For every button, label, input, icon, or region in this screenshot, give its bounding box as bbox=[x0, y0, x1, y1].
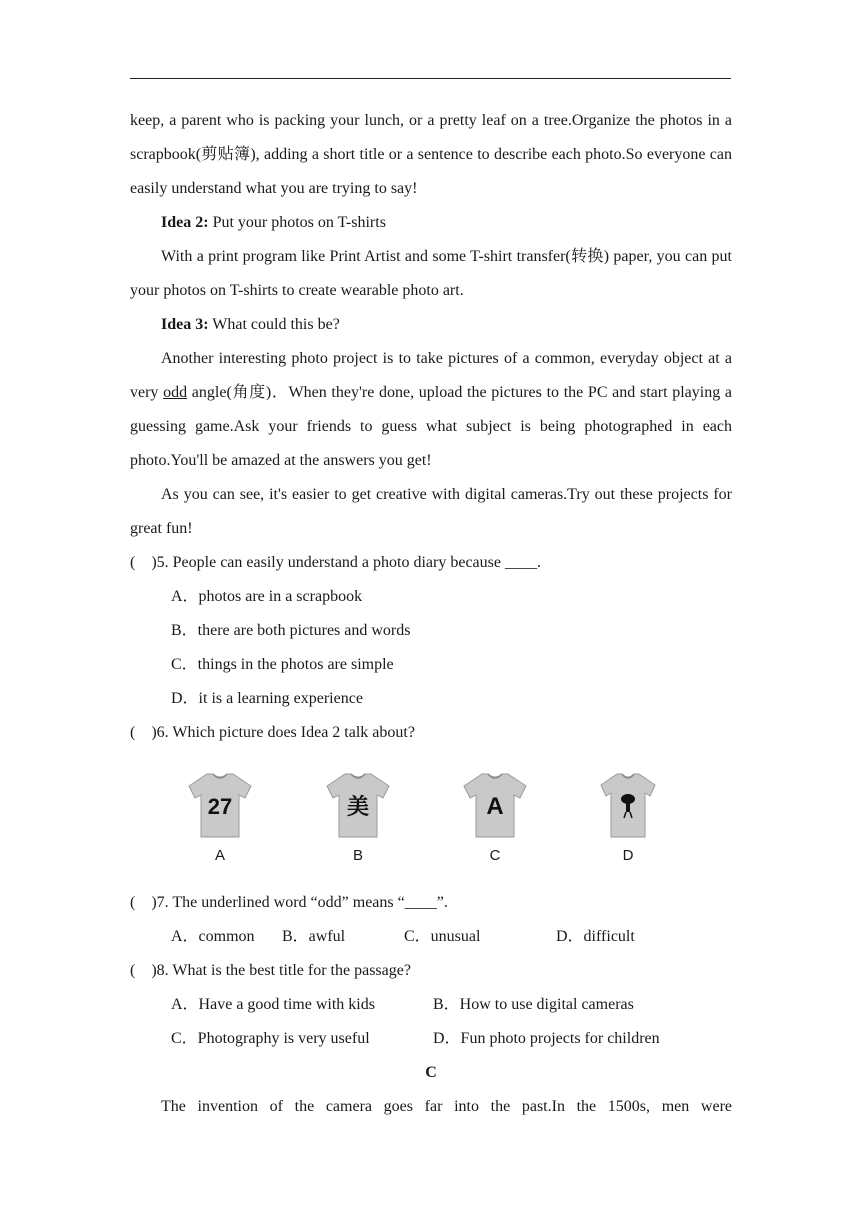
question-5-stem: ( )5. People can easily understand a photo diary because ____. bbox=[130, 554, 541, 571]
idea-2-heading bbox=[130, 206, 732, 240]
idea-3-text bbox=[130, 342, 732, 478]
question-7-option-a: A．common bbox=[171, 928, 255, 945]
idea-2-text: With a print program like Print Artist and some T-shirt transfer(转换) paper, you can put your photos on T-shirts to create wearable photo art. bbox=[130, 248, 732, 299]
question-5-option-c: C．things in the photos are simple bbox=[171, 656, 394, 673]
tshirt-choice-b bbox=[318, 770, 398, 866]
tshirt-d-letter: D bbox=[622, 847, 634, 864]
tshirt-c-print: A bbox=[486, 793, 504, 820]
question-8-option-a: A．Have a good time with kids bbox=[171, 996, 375, 1013]
underlined-word-odd: odd bbox=[163, 384, 188, 401]
question-7-option-c: C．unusual bbox=[404, 928, 481, 945]
tshirt-d-icon bbox=[593, 770, 663, 840]
question-8-option-d: D．Fun photo projects for children bbox=[433, 1030, 660, 1047]
tshirt-a-icon bbox=[185, 770, 255, 840]
question-8-option-b: B．How to use digital cameras bbox=[433, 996, 634, 1013]
tshirt-choice-a bbox=[180, 770, 260, 866]
idea-3-title: What could this be? bbox=[208, 316, 340, 333]
question-8-options-row-2 bbox=[130, 1022, 732, 1056]
document-page bbox=[130, 104, 732, 1124]
idea-2-label: Idea 2: bbox=[161, 214, 209, 231]
tshirt-b-letter: B bbox=[352, 847, 363, 864]
tshirt-c-icon bbox=[460, 770, 530, 840]
tshirt-a-print: 27 bbox=[207, 794, 233, 819]
question-8-stem: ( )8. What is the best title for the passage? bbox=[130, 962, 411, 979]
header-rule bbox=[130, 78, 731, 79]
tshirt-c-letter: C bbox=[489, 847, 501, 864]
question-7-options bbox=[130, 920, 732, 954]
idea-2-title: Put your photos on T-shirts bbox=[208, 214, 386, 231]
idea-3-text-after: angle(角度)．When they're done, upload the pictures to the PC and start playing a guessing game.Ask your friends to guess what subject is being photographed in each photo.You'll be amazed at the answers you get! bbox=[130, 384, 732, 469]
idea-3-text-before: Another interesting photo project is to take pictures of a common, everyday object at a very bbox=[130, 350, 732, 401]
tshirt-b-icon bbox=[323, 770, 393, 840]
question-7-option-d: D．difficult bbox=[556, 928, 635, 945]
question-5-option-a: A．photos are in a scrapbook bbox=[171, 588, 363, 605]
passage-c-intro: The invention of the camera goes far into the past.In the 1500s, men were bbox=[161, 1098, 732, 1115]
conclusion-paragraph: As you can see, it's easier to get creative with digital cameras.Try out these projects for great fun! bbox=[130, 486, 732, 537]
tshirt-choices bbox=[130, 750, 732, 886]
question-5-option-b: B．there are both pictures and words bbox=[171, 622, 411, 639]
question-5-option-d: D．it is a learning experience bbox=[171, 690, 363, 707]
tshirt-a-letter: A bbox=[214, 847, 225, 864]
tshirt-b-print: 美 bbox=[346, 795, 370, 820]
question-7-option-b: B．awful bbox=[282, 928, 346, 945]
tshirt-choice-d bbox=[588, 770, 668, 866]
idea-3-label: Idea 3: bbox=[161, 316, 209, 333]
idea-3-heading bbox=[130, 308, 732, 342]
tshirt-choice-c bbox=[455, 770, 535, 866]
question-8-options-row-1 bbox=[130, 988, 732, 1022]
passage-b-paragraph-1: keep, a parent who is packing your lunch, or a pretty leaf on a tree.Organize the photos in a scrapbook(剪贴簿), adding a short title or a sentence to describe each photo.So everyone can easily understand what you are trying to say! bbox=[130, 112, 732, 197]
question-6-stem: ( )6. Which picture does Idea 2 talk about? bbox=[130, 724, 415, 741]
question-7-stem: ( )7. The underlined word “odd” means “____”. bbox=[130, 894, 448, 911]
passage-c-heading: C bbox=[425, 1064, 437, 1081]
question-8-option-c: C．Photography is very useful bbox=[171, 1030, 370, 1047]
